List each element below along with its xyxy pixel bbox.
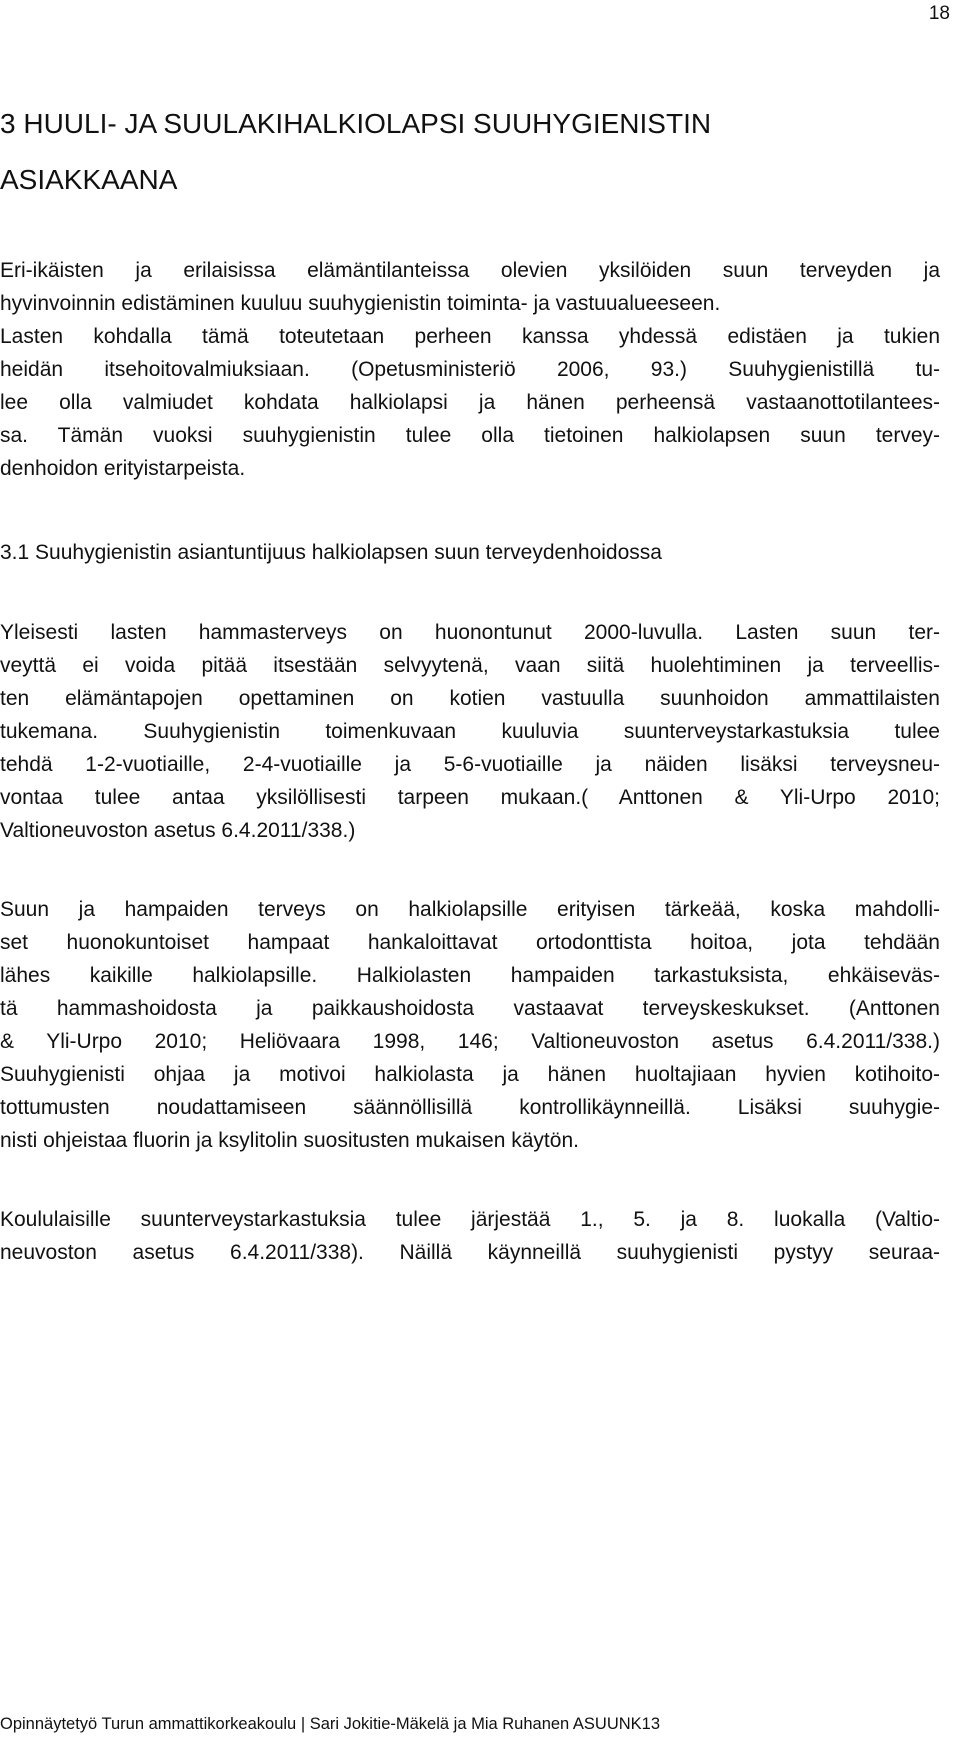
paragraph-line: hyvinvoinnin edistäminen kuuluu suuhygienistin toiminta- ja vastuualueeseen.	[0, 292, 721, 315]
paragraph-line: Suun ja hampaiden terveys on halkiolapsille erityisen tärkeää, koska mahdolli-	[0, 898, 940, 921]
paragraph-line: lähes kaikille halkiolapsille. Halkiolasten hampaiden tarkastuksista, ehkäiseväs-	[0, 964, 940, 987]
page-footer: Opinnäytetyö Turun ammattikorkeakoulu | Sari Jokitie-Mäkelä ja Mia Ruhanen ASUUNK13	[0, 1715, 661, 1733]
paragraph-line: Eri-ikäisten ja erilaisissa elämäntilanteissa olevien yksilöiden suun terveyden ja	[0, 259, 940, 282]
section-heading: 3.1 Suuhygienistin asiantuntijuus halkiolapsen suun terveydenhoidossa	[0, 541, 662, 564]
paragraph-line: Valtioneuvoston asetus 6.4.2011/338.)	[0, 819, 356, 842]
paragraph-line: set huonokuntoiset hampaat hankaloittavat ortodonttista hoitoa, jota tehdään	[0, 931, 940, 954]
chapter-title-line: 3 HUULI- JA SUULAKIHALKIOLAPSI SUUHYGIENISTIN	[0, 108, 712, 139]
chapter-title-line: ASIAKKAANA	[0, 164, 178, 195]
paragraph-line: vontaa tulee antaa yksilöllisesti tarpeen mukaan.( Anttonen & Yli-Urpo 2010;	[0, 786, 940, 809]
paragraph-line: heidän itsehoitovalmiuksiaan. (Opetusministeriö 2006, 93.) Suuhygienistillä tu-	[0, 358, 940, 381]
paragraph-line: Suuhygienisti ohjaa ja motivoi halkiolasta ja hänen huoltajiaan hyvien kotihoito-	[0, 1063, 940, 1086]
paragraph-line: Koululaisille suunterveystarkastuksia tulee järjestää 1., 5. ja 8. luokalla (Valtio-	[0, 1208, 940, 1231]
paragraph-line: neuvoston asetus 6.4.2011/338). Näillä käynneillä suuhygienisti pystyy seuraa-	[0, 1241, 940, 1264]
page-number: 18	[928, 3, 950, 24]
chapter-title	[0, 96, 940, 208]
paragraph-line: & Yli-Urpo 2010; Heliövaara 1998, 146; Valtioneuvoston asetus 6.4.2011/338.)	[0, 1030, 940, 1053]
paragraph-line: tukemana. Suuhygienistin toimenkuvaan kuuluvia suunterveystarkastuksia tulee	[0, 720, 940, 743]
paragraph-line: Yleisesti lasten hammasterveys on huonontunut 2000-luvulla. Lasten suun ter-	[0, 621, 940, 644]
paragraph-line: denhoidon erityistarpeista.	[0, 457, 246, 480]
paragraph-line: nisti ohjeistaa fluorin ja ksylitolin suositusten mukaisen käytön.	[0, 1129, 579, 1152]
paragraph-line: tä hammashoidosta ja paikkaushoidosta vastaavat terveyskeskukset. (Anttonen	[0, 997, 940, 1020]
paragraph-line: ten elämäntapojen opettaminen on kotien vastuulla suunhoidon ammattilaisten	[0, 687, 940, 710]
paragraph-line: veyttä ei voida pitää itsestään selvyytenä, vaan siitä huolehtiminen ja terveellis-	[0, 654, 940, 677]
paragraph-line: tehdä 1-2-vuotiaille, 2-4-vuotiaille ja 5-6-vuotiaille ja näiden lisäksi terveysneu-	[0, 753, 940, 776]
paragraph-line: Lasten kohdalla tämä toteutetaan perheen kanssa yhdessä edistäen ja tukien	[0, 325, 940, 348]
paragraph-line: sa. Tämän vuoksi suuhygienistin tulee olla tietoinen halkiolapsen suun tervey-	[0, 424, 940, 447]
paragraph-line: lee olla valmiudet kohdata halkiolapsi ja hänen perheensä vastaanottotilantees-	[0, 391, 940, 414]
paragraph-line: tottumusten noudattamiseen säännöllisillä kontrollikäynneillä. Lisäksi suuhygie-	[0, 1096, 940, 1119]
